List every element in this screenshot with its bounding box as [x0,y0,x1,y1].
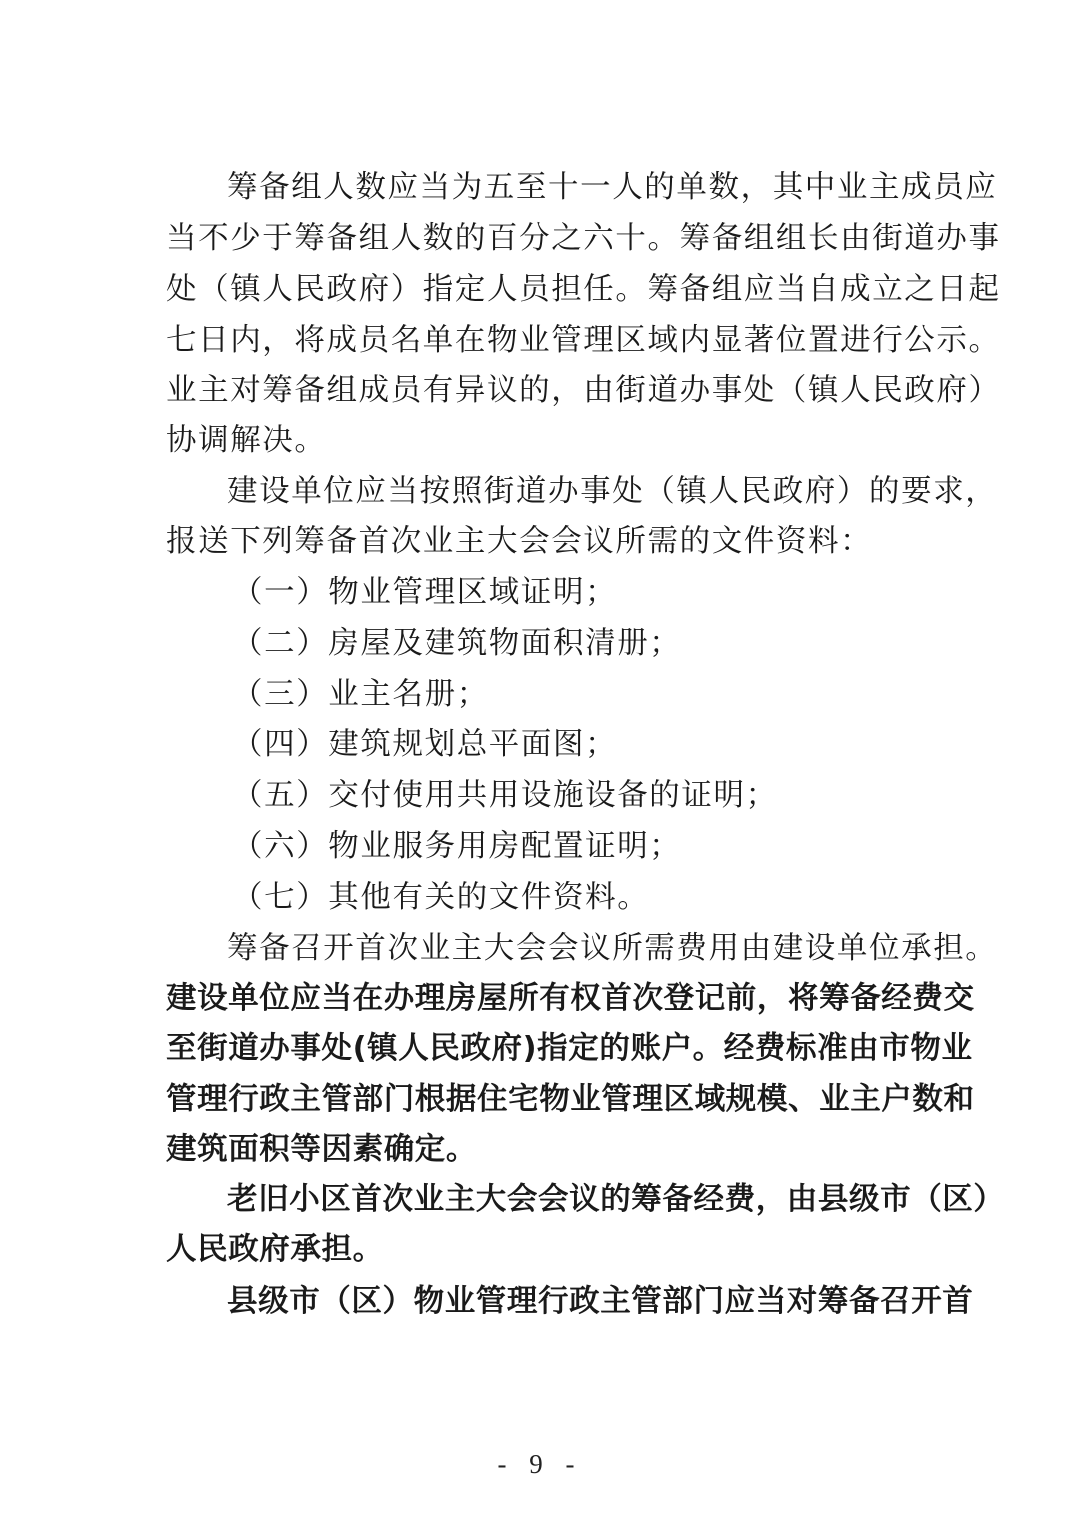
paragraph-line: 七日内，将成员名单在物业管理区域内显著位置进行公示。 [166,323,1001,358]
paragraph-line: 县级市（区）物业管理行政主管部门应当对筹备召开首 [227,1284,974,1319]
paragraph-line: 至街道办事处(镇人民政府)指定的账户。经费标准由市物业 [166,1031,973,1066]
paragraph-line: 处（镇人民政府）指定人员担任。筹备组应当自成立之日起 [166,272,1001,307]
paragraph-line: 筹备组人数应当为五至十一人的单数，其中业主成员应 [227,170,998,205]
paragraph-line: 老旧小区首次业主大会会议的筹备经费，由县级市（区） [227,1182,1005,1217]
list-item: （一）物业管理区域证明； [232,575,618,610]
paragraph-line: 建设单位应当按照街道办事处（镇人民政府）的要求， [227,474,998,509]
page-number: - 9 - [497,1449,583,1479]
paragraph-line: 筹备召开首次业主大会会议所需费用由建设单位承担。 [227,931,998,966]
paragraph-line: 当不少于筹备组人数的百分之六十。筹备组组长由街道办事 [166,221,1001,256]
list-item: （五）交付使用共用设施设备的证明； [232,778,778,813]
list-item: （三）业主名册； [232,677,489,712]
list-item: （六）物业服务用房配置证明； [232,829,682,864]
paragraph-line: 协调解决。 [166,423,327,458]
paragraph-line: 报送下列筹备首次业主大会会议所需的文件资料： [166,524,873,559]
list-item: （二）房屋及建筑物面积清册； [232,626,682,661]
paragraph-line: 人民政府承担。 [166,1232,384,1267]
list-item: （四）建筑规划总平面图； [232,727,618,762]
list-item: （七）其他有关的文件资料。 [232,880,650,915]
paragraph-line: 建筑面积等因素确定。 [166,1132,477,1167]
paragraph-line: 管理行政主管部门根据住宅物业管理区域规模、业主户数和 [166,1082,975,1117]
paragraph-line: 建设单位应当在办理房屋所有权首次登记前，将筹备经费交 [166,981,975,1016]
paragraph-line: 业主对筹备组成员有异议的，由街道办事处（镇人民政府） [166,373,1001,408]
